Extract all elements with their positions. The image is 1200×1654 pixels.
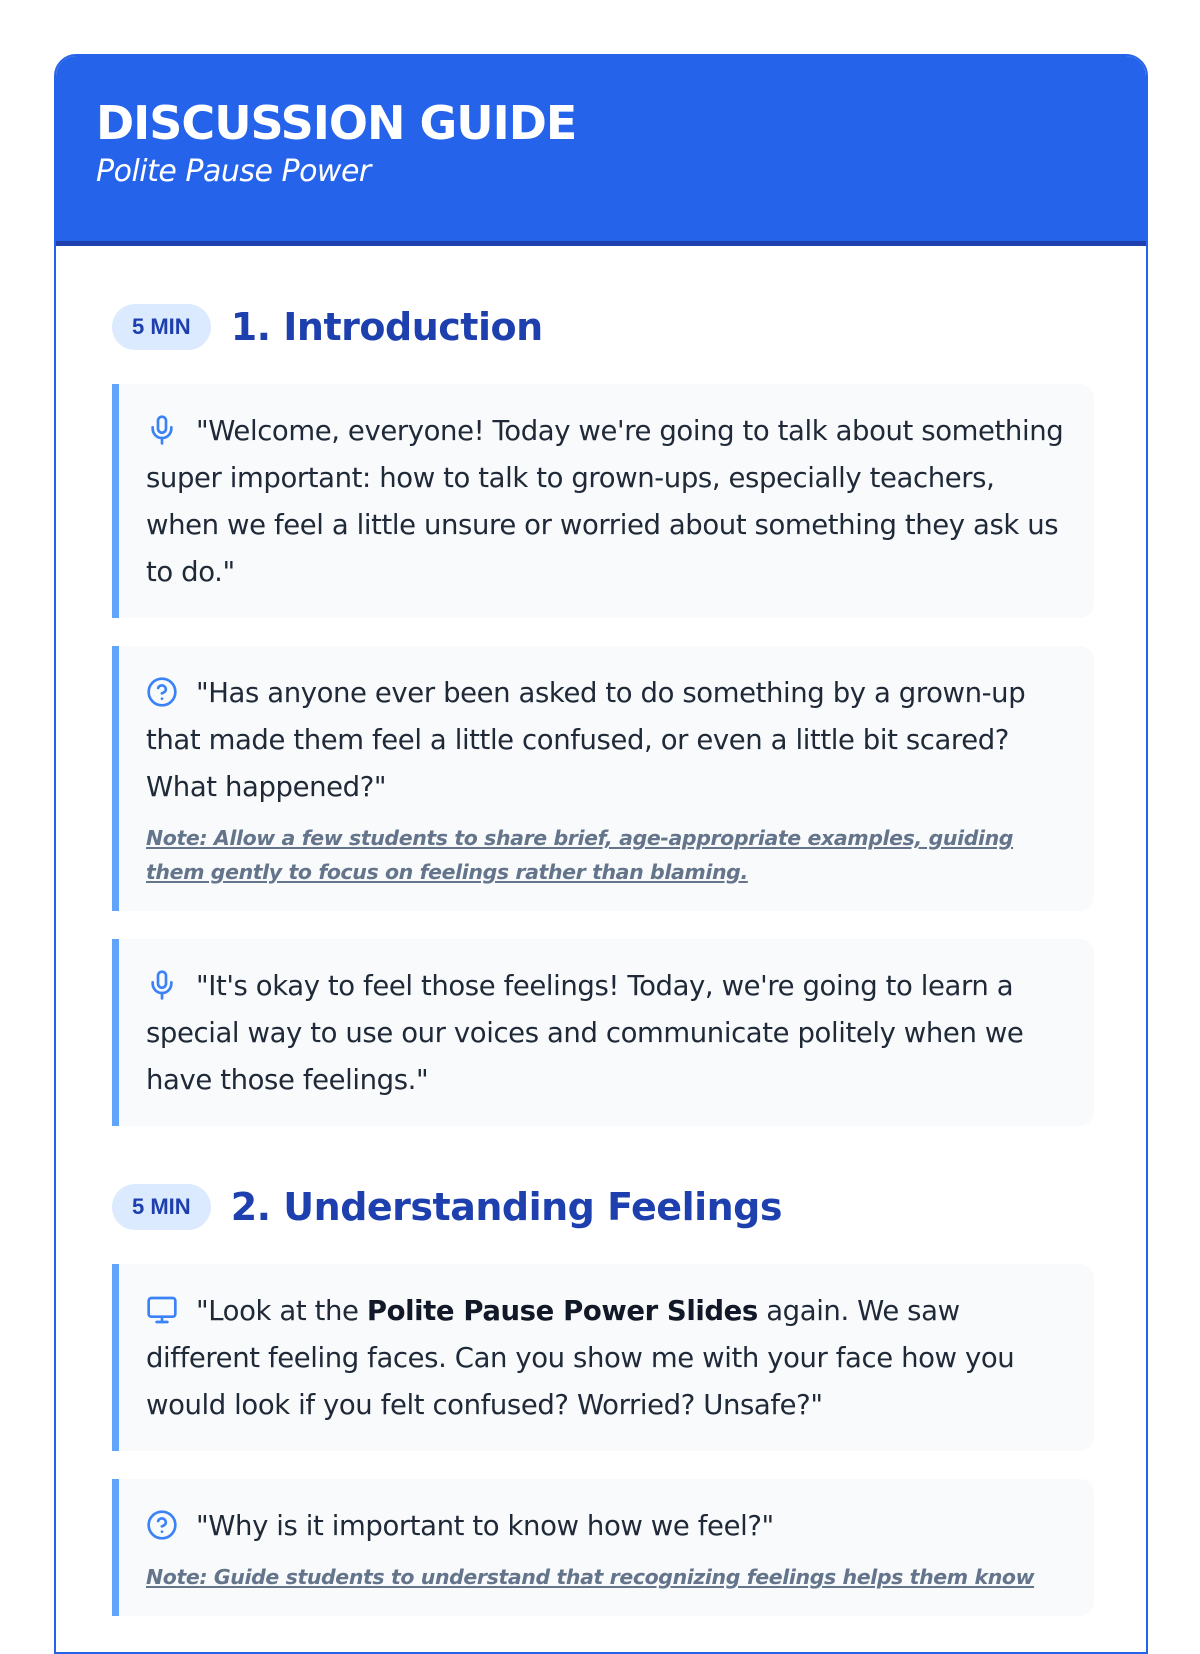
monitor-icon	[146, 1294, 178, 1326]
page-subtitle: Polite Pause Power	[96, 154, 371, 189]
block-text: "Has anyone ever been asked to do something by a grown-up that made them feel a little confused, or even a little bit scared? What happened?"	[146, 677, 1026, 803]
question-icon	[146, 676, 178, 708]
microphone-icon	[146, 969, 178, 1001]
section-header	[112, 1182, 1092, 1232]
section-title: 1. Introduction	[230, 305, 543, 349]
card-body	[56, 302, 1146, 1616]
question-block	[112, 1479, 1094, 1616]
card-header	[56, 56, 1146, 246]
section-header	[112, 302, 1092, 352]
question-icon	[146, 1509, 178, 1541]
time-badge: 5 MIN	[112, 304, 211, 350]
block-text: again. We saw different feeling faces. Can you show me with your face how you would look if you felt confused? Worried? Unsafe?"	[146, 1295, 1015, 1421]
slides-link-text: Polite Pause Power Slides	[366, 1295, 758, 1327]
question-block	[112, 646, 1094, 911]
script-block	[112, 939, 1094, 1126]
block-text: "Look at the	[196, 1295, 367, 1327]
facilitator-note: Note: Guide students to understand that recognizing feelings helps them know	[146, 1565, 1035, 1589]
section-title: 2. Understanding Feelings	[230, 1185, 782, 1229]
page-title: DISCUSSION GUIDE	[96, 96, 577, 150]
block-text: "Why is it important to know how we feel?"	[196, 1510, 774, 1542]
block-text: "It's okay to feel those feelings! Today, we're going to learn a special way to use our voices and communicate politely when we have those feelings."	[146, 970, 1024, 1096]
facilitator-note: Note: Allow a few students to share brief, age-appropriate examples, guiding them gently to focus on feelings rather than blaming.	[146, 826, 1014, 884]
time-badge: 5 MIN	[112, 1184, 211, 1230]
microphone-icon	[146, 414, 178, 446]
slides-block	[112, 1264, 1094, 1451]
block-text: "Welcome, everyone! Today we're going to talk about something super important: how to talk to grown-ups, especially teachers, when we feel a little unsure or worried about something they ask us to do."	[146, 415, 1064, 588]
discussion-guide-card	[54, 54, 1148, 1654]
script-block	[112, 384, 1094, 618]
